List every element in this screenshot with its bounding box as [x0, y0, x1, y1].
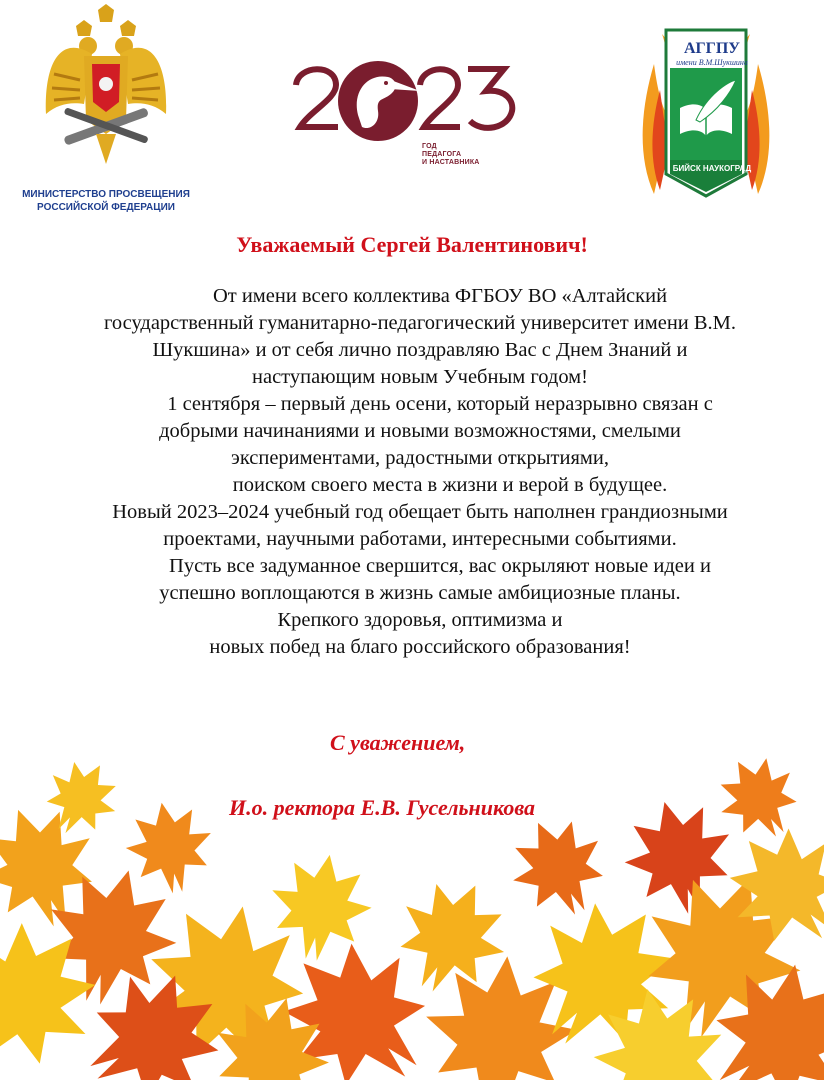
university-motto: БИЙСК НАУКОГРАД: [672, 164, 752, 173]
letter-line: Шукшина» и от себя лично поздравляю Вас с Днем Знаний и: [152, 339, 688, 361]
year-caption-line-2: ПЕДАГОГА: [422, 151, 462, 158]
letter-line: успешно воплощаются в жизнь самые амбициозные планы.: [159, 582, 681, 604]
university-subtitle: имени В.М.Шукшина: [676, 58, 748, 67]
university-title: АГГПУ: [683, 40, 741, 57]
year-of-teacher-logo: [292, 55, 522, 180]
ministry-logo: [18, 4, 194, 219]
letter-line: новых побед на благо российского образования!: [209, 636, 631, 658]
letter-line: Крепкого здоровья, оптимизма и: [277, 609, 563, 631]
leaf-cluster: [0, 742, 824, 1080]
letter-line: добрыми начинаниями и новыми возможностями, смелыми: [159, 420, 681, 442]
ministry-name-line-1: МИНИСТЕРСТВО ПРОСВЕЩЕНИЯ: [22, 189, 190, 200]
letter-line: 1 сентября – первый день осени, который неразрывно связан с: [167, 393, 713, 415]
letter-line: Пусть все задуманное свершится, вас окрыляют новые идеи и: [169, 555, 711, 577]
letter-line: От имени всего коллектива ФГБОУ ВО «Алтайский: [212, 285, 668, 307]
letter-line: поиском своего места в жизни и верой в будущее.: [232, 474, 668, 496]
letter-line: государственный гуманитарно-педагогический университет имени В.М.: [103, 312, 737, 334]
university-logo: [636, 24, 776, 202]
year-caption-line-3: И НАСТАВНИКА: [422, 159, 480, 166]
letter-line: проектами, научными работами, интересными событиями.: [163, 528, 677, 550]
year-caption-line-1: ГОД: [422, 143, 437, 150]
autumn-leaves-decoration: [0, 740, 824, 1080]
letter-body: [30, 283, 810, 661]
ministry-name: [18, 188, 194, 214]
letter-line: наступающим новым Учебным годом!: [252, 366, 588, 388]
double-headed-eagle-icon: [40, 4, 172, 180]
letter-line: Новый 2023–2024 учебный год обещает быть наполнен грандиозными: [112, 501, 728, 523]
closing-phrase: С уважением,: [330, 730, 466, 755]
letter-line: экспериментами, радостными открытиями,: [231, 447, 609, 469]
greeting-heading: Уважаемый Сергей Валентинович!: [236, 232, 588, 257]
signature: И.о. ректора Е.В. Гусельникова: [229, 795, 535, 820]
year-logo-caption: [422, 143, 502, 167]
ministry-name-line-2: РОССИЙСКОЙ ФЕДЕРАЦИИ: [37, 202, 175, 213]
pelican-2023-emblem-icon: [292, 55, 522, 145]
